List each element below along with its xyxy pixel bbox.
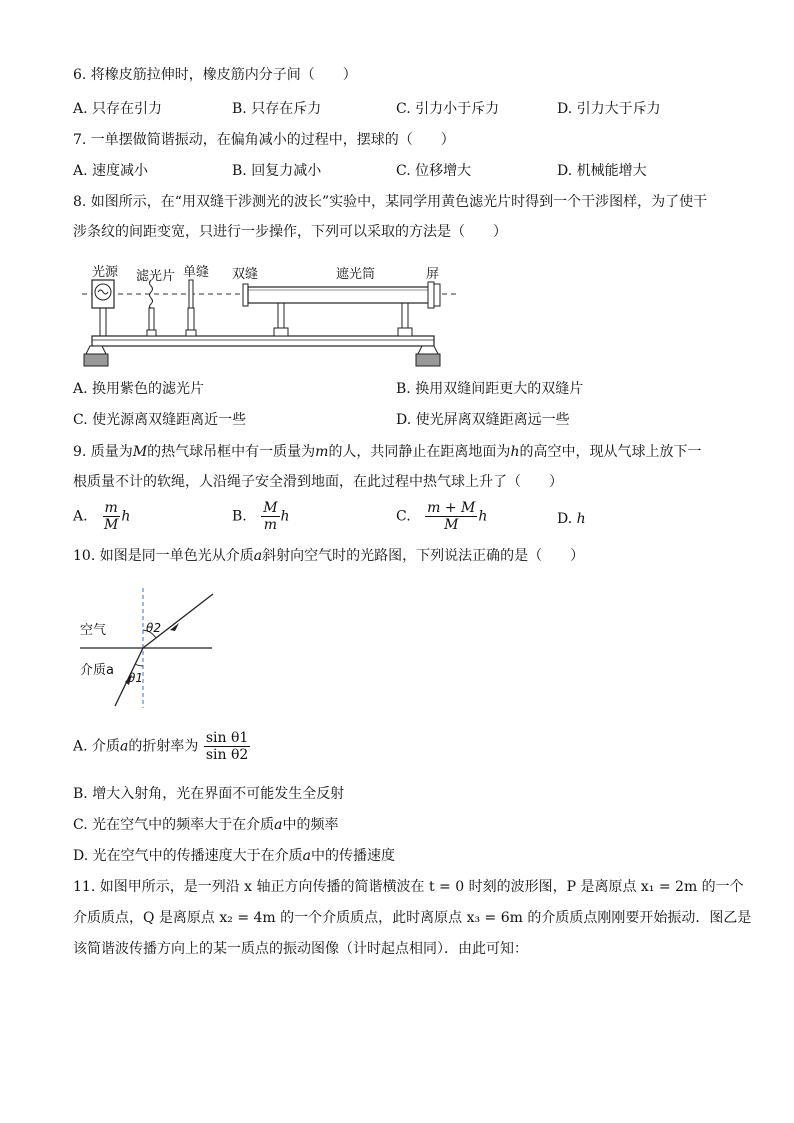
q9-option-c: C. $\frac{m + M}{M}$ h xyxy=(396,500,488,533)
shading-tube xyxy=(248,287,430,303)
q8-option-b: B. 换用双缝间距更大的双缝片 xyxy=(396,381,584,397)
single-slit-element xyxy=(189,280,193,308)
q11-stem-line3: 该简谐波传播方向上的某一质点的振动图像（计时起点相同）．由此可知： xyxy=(73,941,528,957)
q10-option-d: D. 光在空气中的传播速度大于在介质a中的传播速度 xyxy=(73,848,395,864)
q9-option-b: B. $\frac{M}{m}$ h xyxy=(232,500,290,533)
label-theta2: θ2 xyxy=(146,621,161,635)
q8-stem-line2: 涉条纹的间距变宽，只进行一步操作，下列可以采取的方法是（ ） xyxy=(73,224,507,240)
label-tube: 遮光筒 xyxy=(336,267,376,282)
q9-stem-line1: 9. 质量为M的热气球吊框中有一质量为m的人，共同静止在距离地面为h的高空中，现从气球上放下一 xyxy=(73,444,702,460)
q6-option-a: A. 只存在引力 xyxy=(73,101,163,117)
label-medium-a: 介质a xyxy=(80,663,114,678)
q9-option-d: D. h xyxy=(557,511,586,527)
screen-element xyxy=(428,282,434,308)
q8-stem-line1: 8. 如图所示，在“用双缝干涉测光的波长”实验中，某同学用黄色滤光片时得到一个干涉图样，为了使干 xyxy=(73,194,708,210)
label-theta1: θ1 xyxy=(128,671,143,685)
q10-stem: 10. 如图是同一单色光从介质a斜射向空气时的光路图，下列说法正确的是（ ） xyxy=(73,548,585,564)
label-screen: 屏 xyxy=(426,267,440,282)
q7-option-b: B. 回复力减小 xyxy=(232,163,322,179)
label-air: 空气 xyxy=(80,623,107,638)
q6-option-c: C. 引力小于斥力 xyxy=(396,101,500,117)
q7-option-a: A. 速度减小 xyxy=(73,163,149,179)
double-slit-apparatus-diagram xyxy=(78,258,458,370)
q9-option-a: A. $\frac{m}{M}$ h xyxy=(73,500,131,533)
q6-stem: 6. 将橡皮筋拉伸时，橡皮筋内分子间（ ） xyxy=(73,67,357,83)
q11-stem-line2: 介质质点，Q 是离原点 x₂ = 4m 的一个介质质点，此时离原点 x₃ = 6m 的介质质点刚刚要开始振动．图乙是 xyxy=(73,910,752,926)
q10-option-c: C. 光在空气中的频率大于在介质a中的频率 xyxy=(73,817,339,833)
q10-option-b: B. 增大入射角，光在界面不可能发生全反射 xyxy=(73,786,345,802)
q7-option-d: D. 机械能增大 xyxy=(557,163,647,179)
q6-option-d: D. 引力大于斥力 xyxy=(557,101,661,117)
q8-option-d: D. 使光屏离双缝距离远一些 xyxy=(396,412,570,428)
q9-stem-line2: 根质量不计的软绳，人沿绳子安全滑到地面，在此过程中热气球上升了（ ） xyxy=(73,474,563,490)
label-double-slit: 双缝 xyxy=(232,267,259,282)
label-filter: 滤光片 xyxy=(136,269,176,284)
label-light-source: 光源 xyxy=(92,265,119,280)
q10-option-a: A. 介质a的折射率为 $\frac{\text{sin θ1}}{\text{sin θ2}}$ xyxy=(73,730,249,763)
refraction-diagram xyxy=(76,586,226,712)
q8-option-a: A. 换用紫色的滤光片 xyxy=(73,381,205,397)
q7-option-c: C. 位移增大 xyxy=(396,163,472,179)
q8-option-c: C. 使光源离双缝距离近一些 xyxy=(73,412,247,428)
q11-stem-line1: 11. 如图甲所示，是一列沿 x 轴正方向传播的简谐横波在 t = 0 时刻的波形图，P 是离原点 x₁ = 2m 的一个 xyxy=(73,879,744,895)
q7-stem: 7. 一单摆做简谐振动，在偏角减小的过程中，摆球的（ ） xyxy=(73,132,455,148)
q6-option-b: B. 只存在斥力 xyxy=(232,101,322,117)
double-slit-element xyxy=(243,284,248,306)
filter-element xyxy=(150,280,153,308)
label-single-slit: 单缝 xyxy=(183,265,210,280)
